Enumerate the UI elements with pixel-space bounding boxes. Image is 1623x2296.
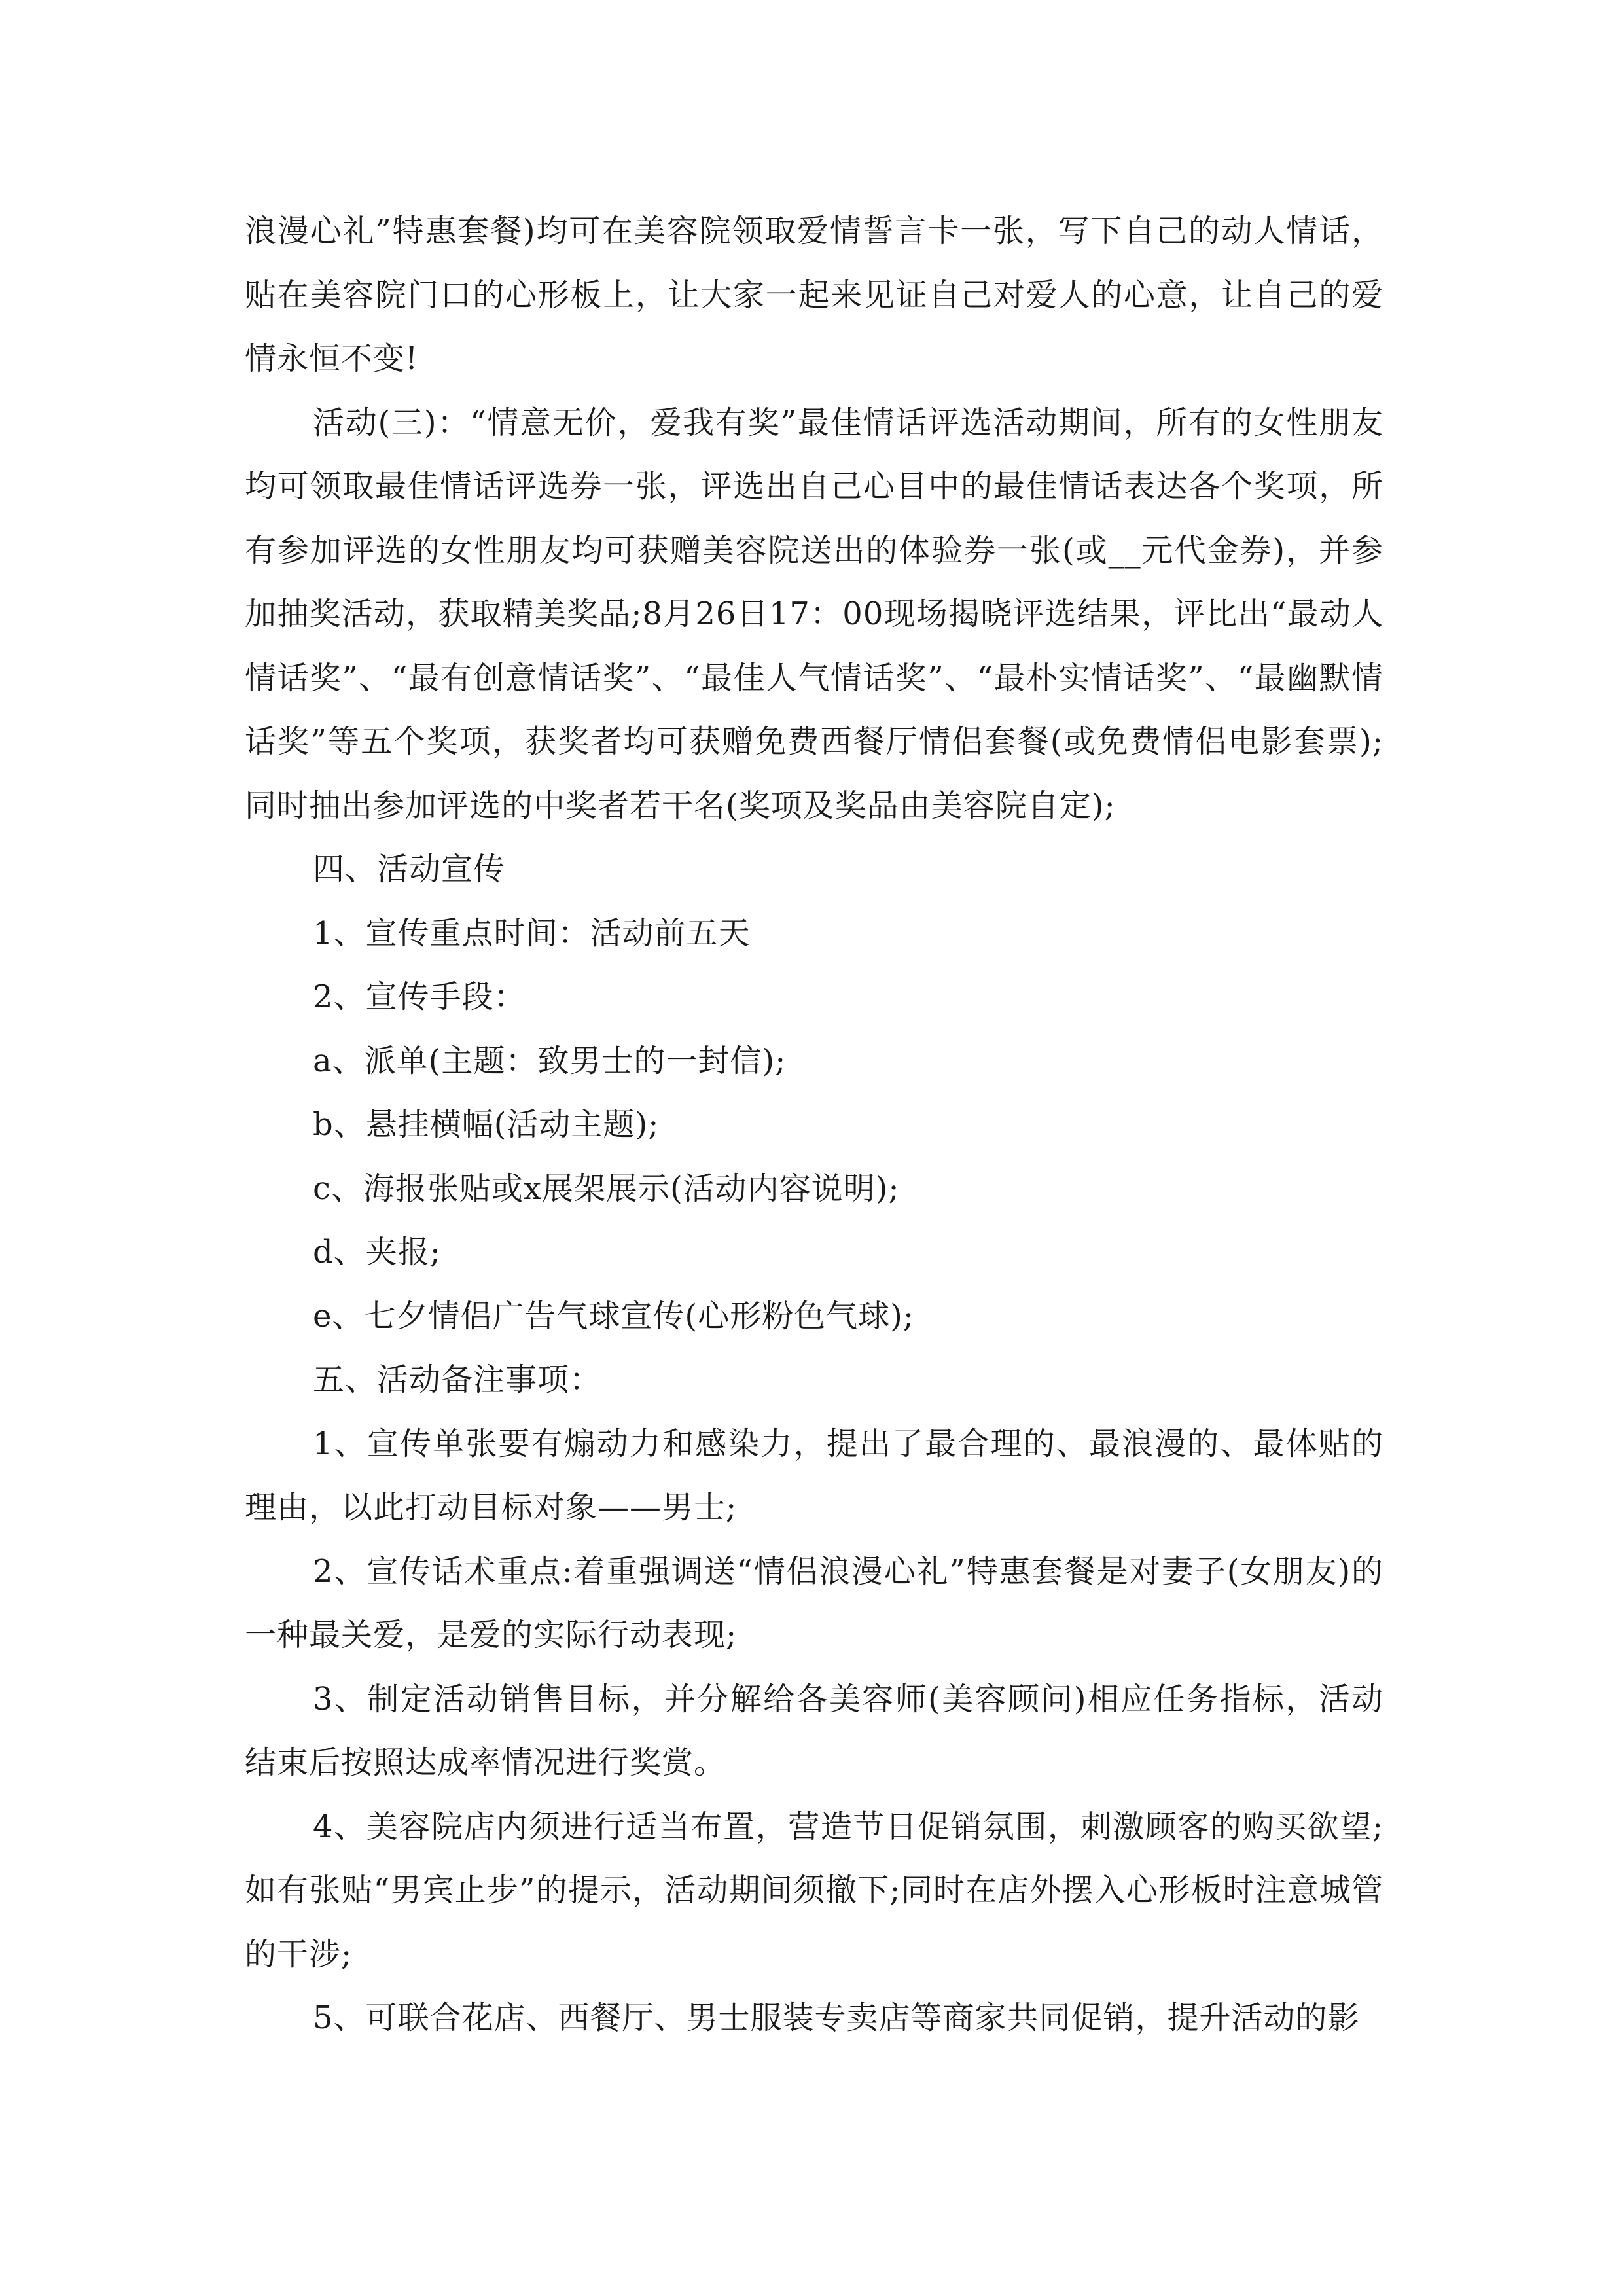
list-item: 4、美容院店内须进行适当布置，营造节日促销氛围，刺激顾客的购买欲望;如有张贴“男宾止步”的提示，活动期间须撤下;同时在店外摆入心形板时注意城管的干涉; (245, 1808, 1383, 1973)
list-item: 5、可联合花店、西餐厅、男士服装专卖店等商家共同促销，提升活动的影 (313, 2000, 1360, 2036)
list-item: 1、宣传重点时间：活动前五天 (313, 914, 751, 952)
heading-section-five: 五、活动备注事项： (313, 1361, 602, 1398)
paragraph-activity-three: 活动(三)：“情意无价，爱我有奖”最佳情话评选活动期间，所有的女性朋友均可领取最佳情话评选券一张，评选出自己心目中的最佳情话表达各个奖项，所有参加评选的女性朋友均可获赠美容院送出的体验券一张(或__元代金券)，并参加抽奖活动，获取精美奖品;8月26日17：00现场揭晓评选结果，评比出“最动人情话奖”、“最有创意情话奖”、“最佳人气情话奖”、“最朴实情话奖”、“最幽默情话奖”等五个奖项，获奖者均可获赠免费西餐厅情侣套餐(或免费情侣电影套票);同时抽出参加评选的中奖者若干名(奖项及奖品由美容院自定); (245, 404, 1383, 824)
list-item: c、海报张贴或x展架展示(活动内容说明); (313, 1170, 900, 1207)
list-item: 1、宣传单张要有煽动力和感染力，提出了最合理的、最浪漫的、最体贴的理由，以此打动目标对象——男士; (245, 1425, 1383, 1526)
list-item: d、夹报; (313, 1234, 441, 1270)
document-body (245, 200, 1383, 2051)
list-item: 3、制定活动销售目标，并分解给各美容师(美容顾问)相应任务指标，活动结束后按照达成率情况进行奖赏。 (245, 1680, 1383, 1781)
paragraph-continuation: 浪漫心礼”特惠套餐)均可在美容院领取爱情誓言卡一张，写下自己的动人情话，贴在美容院门口的心形板上，让大家一起来见证自己对爱人的心意，让自己的爱情永恒不变! (245, 213, 1383, 377)
list-item: a、派单(主题：致男士的一封信); (313, 1042, 787, 1079)
list-item: 2、宣传手段： (313, 978, 526, 1015)
list-item: 2、宣传话术重点:着重强调送“情侣浪漫心礼”特惠套餐是对妻子(女朋友)的一种最关爱，是爱的实际行动表现; (245, 1552, 1383, 1653)
list-item: e、七夕情侣广告气球宣传(心形粉色气球); (313, 1297, 915, 1335)
list-item: b、悬挂横幅(活动主题); (313, 1106, 660, 1143)
heading-section-four: 四、活动宣传 (313, 851, 506, 888)
